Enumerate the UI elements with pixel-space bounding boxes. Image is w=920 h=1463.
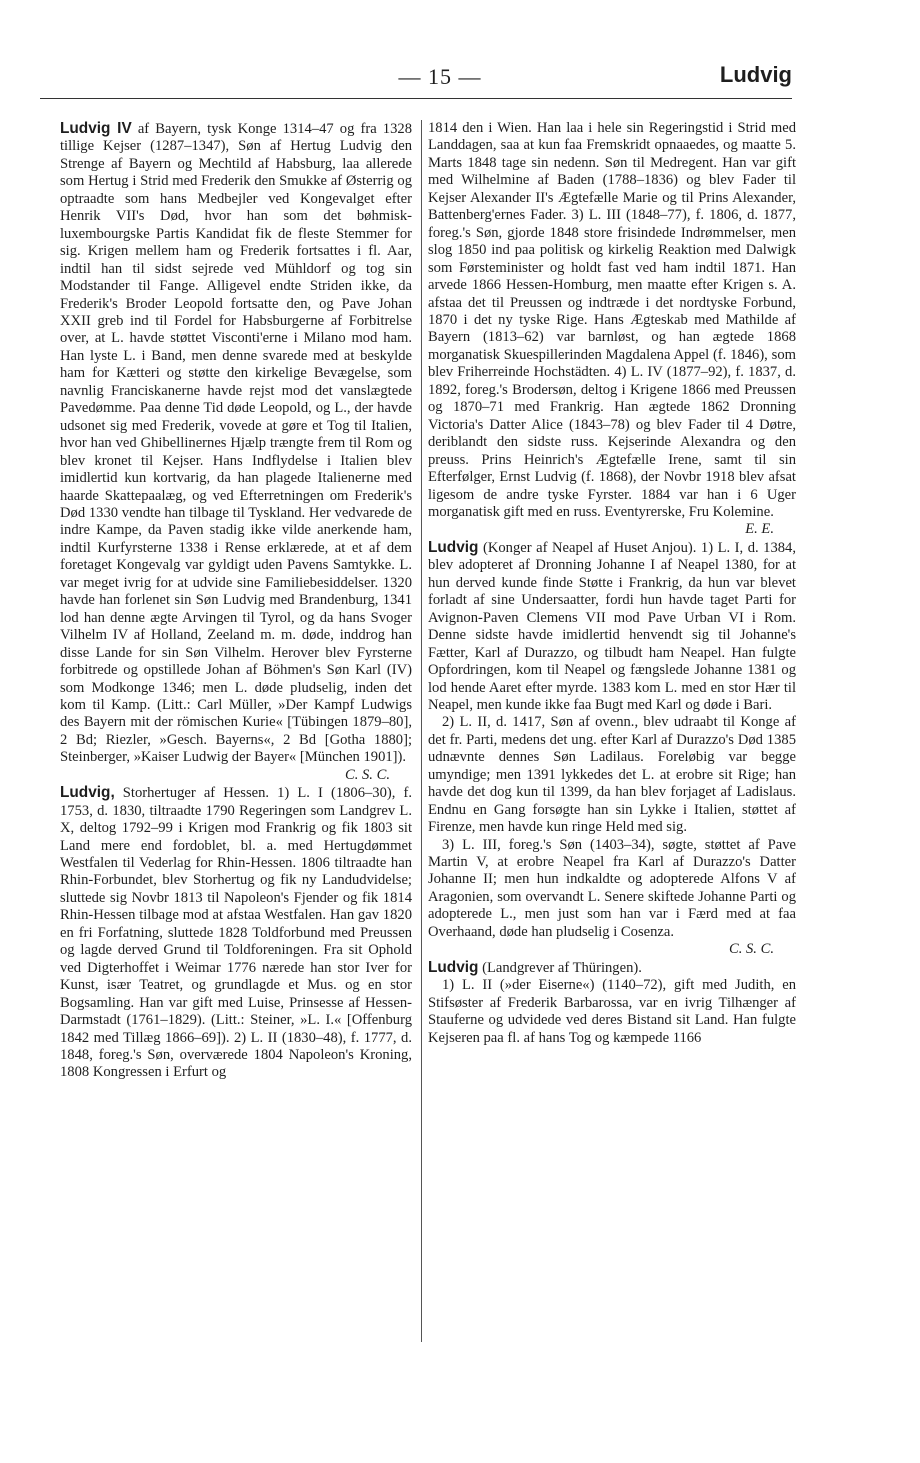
entry-ludvig-hessen [60,784,412,1082]
entry-ludvig-hessen-continued [428,120,796,539]
entry-paragraph [428,837,796,959]
entry-text: 3) L. III, foreg.'s Søn (1403–34), søgte, støttet af Pave Martin V, at erobre Neapel fra Karl af Durazzo's Datter Johanne II; men hun indkaldte og adopterede Alfons V af Aragonien, som overvandt L. Senere skiftede Johanne Parti og adopterede L., men just som han var i Færd med at faa Overhaand, døde han pludselig i Cosenza. [428,836,796,940]
headword: Ludvig [428,538,479,556]
left-column [60,120,412,1082]
entry-paragraph: 1) L. II (»der Eiserne«) (1140–72), gift med Judith, en Stifsøster af Frederik Barbarossa, var en ivrig Tilhænger af Stauferne og udvidede ved deres Bistand sit Land. Han fulgte Kejseren paa fl. af hans Tog og kæmpede 1166 [428,977,796,1046]
entry-text: af Bayern, tysk Konge 1314–47 og fra 1328 tillige Kejser (1287–1347), Søn af Hertug Ludvig den Strenge af Bayern og Mechtild af Habsburg, laa allerede som Hertug i Strid med Frederik den Smukke af Østerrig og optraadte som hans Medbejler ved Kongevalget efter Henrik VII's Død, hvor han som det bøhmisk-luxembourgske Partis Kandidat fik de fleste Stemmer for sig. Krigen mellem ham og Frederik fortsattes i fl. Aar, indtil han til sidst sejrede ved Mühldorf og tog sin Modstander til Fange. Alligevel endte Striden ikke, da Frederik's Broder Leopold fortsatte den, og Pave Johan XXII greb ind til Fordel for Habsburgerne af Forbitrelse over, at L. havde støttet Visconti'erne i Milano mod ham. Han lyste L. i Band, men denne svarede med at beskylde ham for Kætteri og støtte den kirkelige Bevægelse, som navnlig Franciskanerne havde rejst mod det vanslægtede Pavedømme. Paa denne Tid døde Leopold, og L., der havde udsonet sig med Frederik, vovede at gøre et Tog til Italien, hvor han ved Ghibellinernes Hjælp trængte frem til Rom og blev kronet til Kejser. Hans Indflydelse i Italien blev imidlertid kun kortvarig, da han plagede Italienerne med haarde Skattepaalæg, og ved Efterretningen om Frederik's Død 1330 vendte han tilbage til Tyskland. Her vedvarede de indre Kampe, da Paven stadig ikke vilde anerkende ham, indtil Kurfyrsterne 1338 i Rense erklærede, at et af dem foretaget Kongevalg var gyldigt uden Pavens Samtykke. L. var meget ivrig for at udvide sine Familiebesiddelser. 1320 havde han forlenet sin Søn Ludvig med Brandenburg, 1341 lod han denne ægte Arvingen til Tyrol, og da hans Svoger Vilhelm IV af Holland, Zeeland m. m. døde, inddrog han disse Lande for sin Søn Vilhelm. Herover blev Fyrsterne forbitrede og opstillede Johan af Böhmen's Søn Karl (IV) som Modkonge 1346; men L. døde pludselig, inden det kom til Kamp. (Litt.: Carl Müller, »Der Kampf Ludwigs des Bayern mit der römischen Kurie« [Tübingen 1879–80], 2 Bd; Riezler, »Gesch. Bayerns«, 2 Bd [Gotha 1880]; Steinberger, »Kaiser Ludwig der Bayer« [München 1901]). [60,121,412,766]
author-signature: E. E. [745,521,774,538]
author-signature: C. S. C. [728,941,774,958]
author-signature: C. S. C. [344,766,390,783]
column-divider [421,120,422,1342]
entry-ludvig-thueringen [428,959,796,977]
headword: Ludvig, [60,784,115,802]
headword: Ludvig IV [60,120,132,137]
entry-text: 1814 den i Wien. Han laa i hele sin Regeringstid i Strid med Landdagen, saa at kun faa Fremskridt opnaaedes, og maatte 5. Marts 1848 tage sin nedenn. Søn til Medregent. Han var gift med Wilhelmine af Baden (1788–1836) og blev Fader til Kejser Alexander II's Ægtefælle Marie og til Prins Alexander, Battenberg'ernes Fader. 3) L. III (1848–77), f. 1806, d. 1877, foreg.'s Søn, gjorde 1848 store frisindede Indrømmelser, men slog 1850 ind paa politisk og kirkelig Reaktion med Dalwigk som Førsteminister og holdt fast ved ham indtil 1871. Han arvede 1866 Hessen-Homburg, men maatte efter Krigen s. A. afstaa det til Preussen og indtræde i det nordtyske Forbund, 1870 i det ny tyske Rige. Hans Ægteskab med Mathilde af Bayern (1813–62) var barnløst, og han ægtede 1868 morganatisk Skuespillerinden Magdalena Appel (f. 1846), som blev Friherreinde Hochstädten. 4) L. IV (1877–92), f. 1837, d. 1892, foreg.'s Brodersøn, deltog i Krigene 1866 med Preussen og 1870–71 med Frankrig. Han ægtede 1862 Dronning Victoria's Datter Alice (1843–78) og blev Fader til 4 Døtre, deriblandt den sidste russ. Kejserinde Alexandra og den preuss. Prins Heinrich's Ægtefælle Irene, samt til sin Efterfølger, Ernst Ludvig (f. 1868), der Novbr 1918 blev afsat ligesom de andre tyske Fyrster. 1884 var han i 6 Uger morganatisk gift med en russ. Eventyrerske, Fru Kolemine. [428,120,796,520]
entry-text: (Konger af Neapel af Huset Anjou). 1) L. I, d. 1384, blev adopteret af Dronning Johanne I af Neapel 1380, for at hun derved kunde finde Støtte i Frankrig, da hun var blevet forladt af sine Undersaatter, fordi hun havde taget Parti for Avignon-Paven Clemens VII mod Pave Urban VI i Rom. Denne sidste havde imidlertid henvendt sig til Johanne's Fætter, Karl af Durazzo, og tilbudt ham Neapel. Han fulgte Opfordringen, kom til Neapel og fængslede Johanne 1381 og lod hende Aaret efter myrde. 1383 kom L. med en stor Hær til Neapel, men kunde ikke faa Bugt med Karl og døde i Bari. [428,539,796,713]
entry-paragraph: 2) L. II, d. 1417, Søn af ovenn., blev udraabt til Konge af det fr. Parti, medens det ung. efter Karl af Durazzo's Død 1385 udnævnte dennes Søn Ladilaus. Foreløbig var begge umyndige; men 1391 lykkedes det L. at erobre sit Rige; han havde det dog kun til 1399, da han blev forjaget af Ladislaus. Endnu en Gang forsøgte han sin Lykke i Italien, støttet af Firenze, men havde kun ringe Held med sig. [428,714,796,836]
entry-ludvig-neapel [428,539,796,715]
page-number: — 15 — [398,64,482,89]
page-header [40,62,792,92]
entry-text: Storhertuger af Hessen. 1) L. I (1806–30), f. 1753, d. 1830, tiltraadte 1790 Regeringen som Landgrev L. X, deltog 1792–99 i Krigen mod Frankrig og fik 1803 sit Land mere end fordoblet, bl. a. med Hertugdømmet Westfalen til Vederlag for Rhin-Hessen. 1806 tiltraadte han Rhin-Forbundet, blev Storhertug og fik ny Landudvidelse; sluttede sig Novbr 1813 til Napoleon's Fjender og fik 1814 Rhin-Hessen tilbage mod at afstaa Westfalen. Han gav 1820 en fri Forfatning, sluttede 1828 Toldforbund med Preussen og lagde derved Grund til Toldforeningen. Fra sit Ophold ved Digterhoffet i Weimar 1776 nærede han stor Iver for Kunst, især Teatret, og grundlagde et Mus. og en stor Bogsamling. Han var gift med Luise, Prinsesse af Hessen-Darmstadt (1761–1829). (Litt.: Steiner, »L. I.« [Offenburg 1842 med Tillæg 1866–69]). 2) L. II (1830–48), f. 1777, d. 1848, foreg.'s Søn, overværede 1804 Napoleon's Kroning, 1808 Kongressen i Erfurt og [60,785,412,1081]
right-column [428,120,796,1047]
running-head: Ludvig [719,62,792,87]
entry-text: (Landgrever af Thüringen). [478,959,642,976]
header-rule [40,98,792,99]
entry-ludvig-iv-bayern [60,120,412,784]
headword: Ludvig [428,958,479,976]
